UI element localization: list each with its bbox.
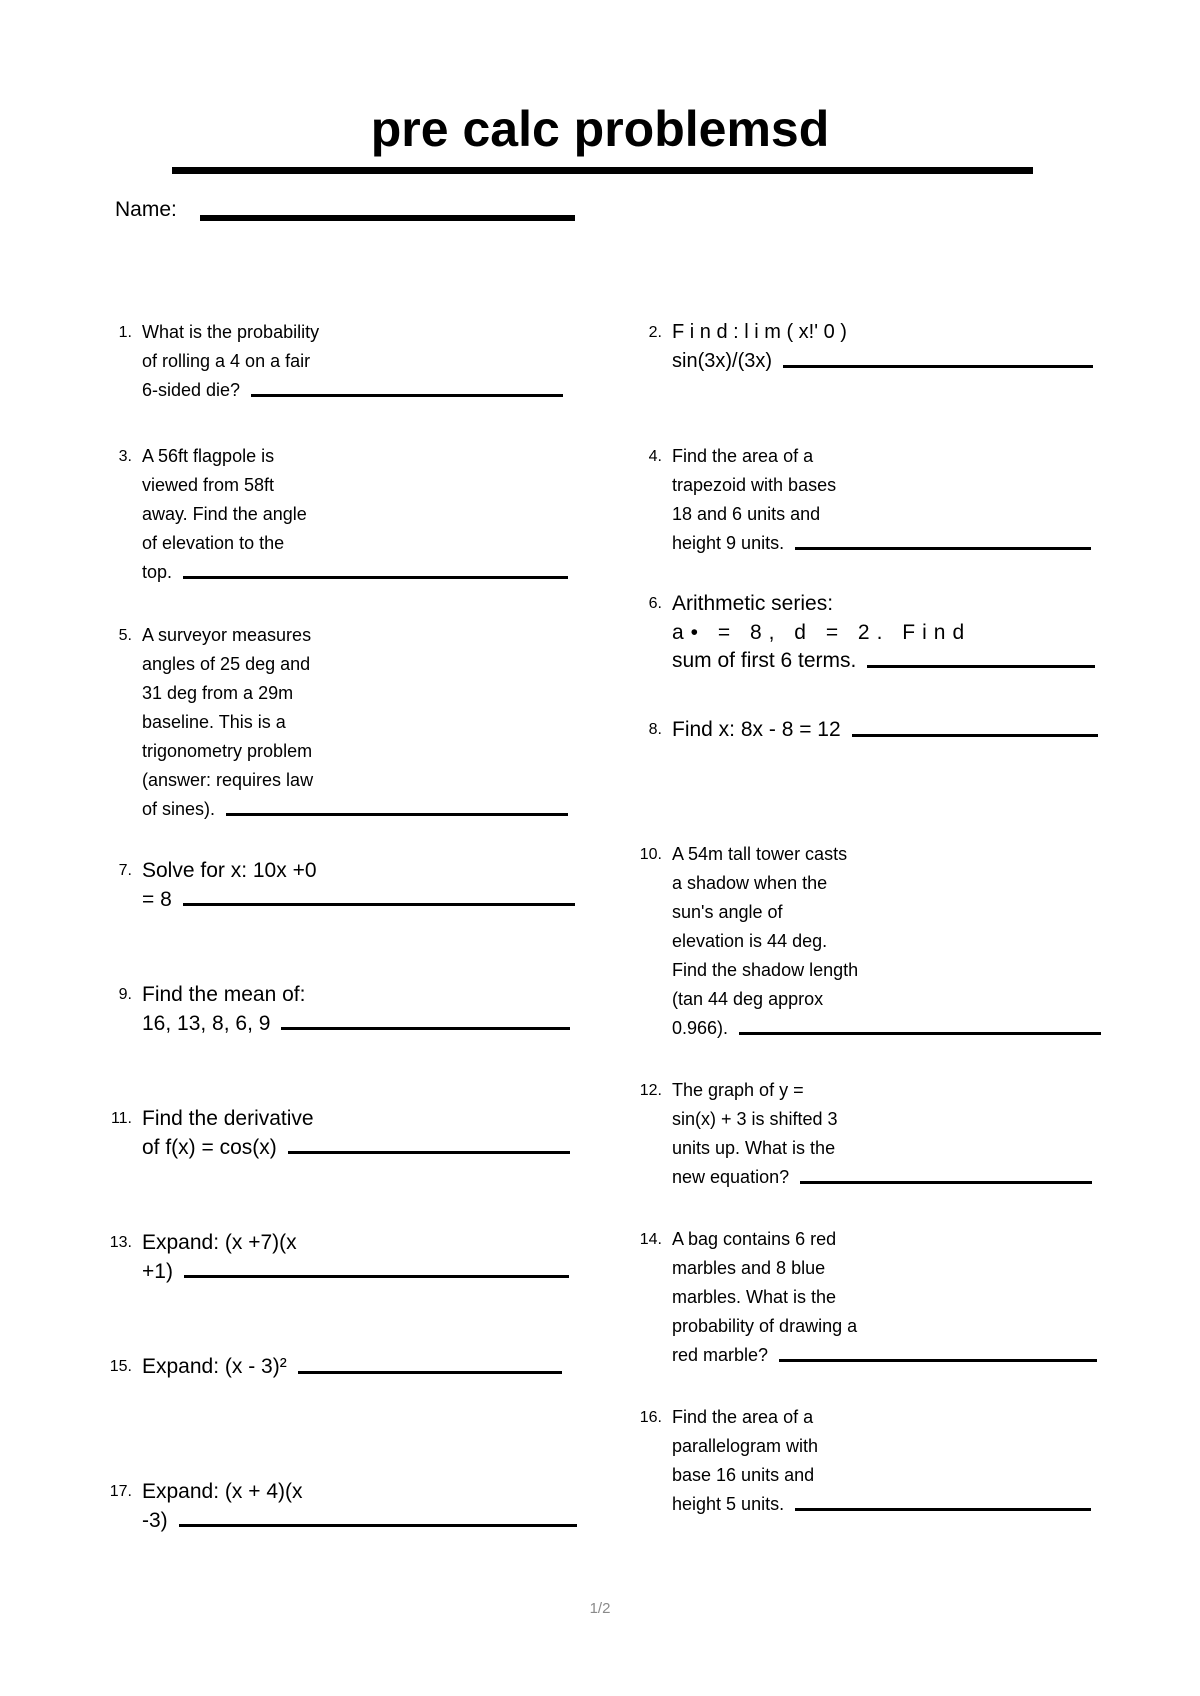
question-text: 18 and 6 units and xyxy=(672,504,821,524)
question-text: The graph of y = xyxy=(672,1080,804,1100)
question-text: Expand: (x +7)(x xyxy=(142,1231,297,1254)
question-number: 17. xyxy=(109,1483,132,1500)
question-number: 8. xyxy=(648,721,662,738)
answer-line[interactable] xyxy=(183,903,575,906)
question-text: Find the mean of: xyxy=(142,983,306,1006)
question-text: 16, 13, 8, 6, 9 xyxy=(142,1011,271,1035)
question-text: angles of 25 deg and xyxy=(142,654,311,674)
question-text: trapezoid with bases xyxy=(672,475,837,495)
name-answer-line[interactable] xyxy=(200,215,575,221)
question-number: 14. xyxy=(639,1231,662,1248)
question-number: 9. xyxy=(118,986,132,1003)
question-text: of elevation to the xyxy=(142,533,285,553)
question-text: new equation? xyxy=(672,1167,790,1187)
question-text: 0.966). xyxy=(672,1018,729,1038)
question-text: height 5 units. xyxy=(672,1494,785,1514)
question-text: trigonometry problem xyxy=(142,741,313,761)
question-text: probability of drawing a xyxy=(672,1316,858,1336)
answer-line[interactable] xyxy=(800,1181,1092,1184)
answer-line[interactable] xyxy=(852,734,1098,737)
question-number: 2. xyxy=(648,324,662,341)
question-number: 15. xyxy=(109,1358,132,1375)
title-divider xyxy=(172,167,1033,174)
question-text: A bag contains 6 red xyxy=(672,1229,837,1249)
question-text: away. Find the angle xyxy=(142,504,307,524)
question-number: 3. xyxy=(118,448,132,465)
question-number: 5. xyxy=(118,627,132,644)
question-text: red marble? xyxy=(672,1345,769,1365)
question-text: Expand: (x - 3)² xyxy=(142,1355,287,1378)
name-label: Name: xyxy=(115,198,177,221)
question-number: 13. xyxy=(109,1234,132,1251)
question-number: 4. xyxy=(648,448,662,465)
question-text: 6-sided die? xyxy=(142,380,241,400)
question-text: = 8 xyxy=(142,887,172,911)
question-text: a shadow when the xyxy=(672,873,828,893)
question-text: units up. What is the xyxy=(672,1138,836,1158)
question-number: 10. xyxy=(639,846,662,863)
worksheet-title: pre calc problemsd xyxy=(370,101,830,157)
question-text: (answer: requires law xyxy=(142,770,314,790)
question-text: -3) xyxy=(142,1508,168,1532)
question-text: elevation is 44 deg. xyxy=(672,931,828,951)
question-text: height 9 units. xyxy=(672,533,785,553)
question-text: marbles. What is the xyxy=(672,1287,837,1307)
question-text: +1) xyxy=(142,1259,173,1283)
question-text: sum of first 6 terms. xyxy=(672,649,857,672)
answer-line[interactable] xyxy=(795,1508,1091,1511)
page-number: 1/2 xyxy=(589,1600,611,1617)
question-text: base 16 units and xyxy=(672,1465,815,1485)
question-text: Find the area of a xyxy=(672,1407,814,1427)
question-text: of f(x) = cos(x) xyxy=(142,1135,277,1159)
question-number: 11. xyxy=(110,1110,132,1127)
question-text: Expand: (x + 4)(x xyxy=(142,1480,303,1503)
question-number: 6. xyxy=(648,595,662,612)
question-text: Solve for x: 10x +0 xyxy=(142,859,317,882)
answer-line[interactable] xyxy=(779,1359,1097,1362)
question-text: viewed from 58ft xyxy=(142,475,275,495)
question-text: Find the area of a xyxy=(672,446,814,466)
question-text: of sines). xyxy=(142,799,216,819)
question-text: 31 deg from a 29m xyxy=(142,683,294,703)
question-text: sin(x) + 3 is shifted 3 xyxy=(672,1109,838,1129)
question-text: Find the derivative xyxy=(142,1107,314,1130)
question-text: Find the shadow length xyxy=(672,960,859,980)
question-text: F i n d : l i m ( x!' 0 ) xyxy=(672,321,847,343)
answer-line[interactable] xyxy=(867,665,1095,668)
question-text: baseline. This is a xyxy=(142,712,286,732)
question-text: Find x: 8x - 8 = 12 xyxy=(672,718,841,741)
answer-line[interactable] xyxy=(298,1371,562,1374)
answer-line[interactable] xyxy=(783,365,1093,368)
question-text: marbles and 8 blue xyxy=(672,1258,826,1278)
answer-line[interactable] xyxy=(288,1151,570,1154)
question-text: Arithmetic series: xyxy=(672,592,834,615)
answer-line[interactable] xyxy=(184,1275,569,1278)
question-text: a• = 8, d = 2. Find xyxy=(672,620,972,644)
question-text: (tan 44 deg approx xyxy=(672,989,824,1009)
answer-line[interactable] xyxy=(739,1032,1101,1035)
question-text: sin(3x)/(3x) xyxy=(672,350,773,372)
question-text: A 56ft flagpole is xyxy=(142,446,275,466)
question-text: What is the probability xyxy=(142,322,320,342)
answer-line[interactable] xyxy=(183,576,568,579)
question-number: 12. xyxy=(639,1082,662,1099)
question-number: 16. xyxy=(639,1409,662,1426)
answer-line[interactable] xyxy=(795,547,1091,550)
question-text: A surveyor measures xyxy=(142,625,312,645)
question-text: sun's angle of xyxy=(672,902,783,922)
answer-line[interactable] xyxy=(251,394,563,397)
answer-line[interactable] xyxy=(281,1027,570,1030)
question-text: of rolling a 4 on a fair xyxy=(142,351,311,371)
question-number: 7. xyxy=(118,862,132,879)
question-number: 1. xyxy=(118,324,132,341)
question-text: A 54m tall tower casts xyxy=(672,844,848,864)
question-text: top. xyxy=(142,562,173,582)
answer-line[interactable] xyxy=(179,1524,577,1527)
question-text: parallelogram with xyxy=(672,1436,819,1456)
answer-line[interactable] xyxy=(226,813,568,816)
